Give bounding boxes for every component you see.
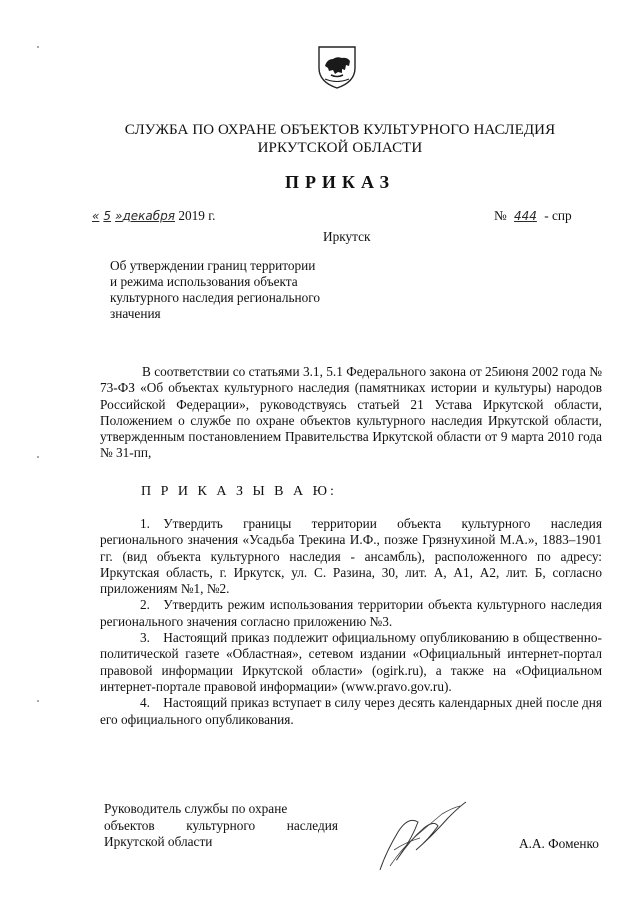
signatory-position-line: объектов культурного наследия xyxy=(104,817,338,833)
agency-title-line-1: СЛУЖБА ПО ОХРАНЕ ОБЪЕКТОВ КУЛЬТУРНОГО НАСЛЕДИЯ xyxy=(124,122,556,138)
document-subject xyxy=(110,258,360,322)
handwritten-signature xyxy=(372,792,472,876)
agency-title-line-2: ИРКУТСКОЙ ОБЛАСТИ xyxy=(257,140,423,156)
signatory-position xyxy=(104,801,338,851)
order-item: 1. Утвердить границы территории объекта культурного наследия регионального значения «Усадьба Трекина И.Ф., позже Грязнухиной М.А.», 1883–1901 гг. (вид объекта культурного наследия - ансамбль), расположенного по адресу: Иркутская область, г. Иркутск, ул. С. Разина, 30, лит. А, А1, А2, лит. Б, согласно приложениям №1, №2. xyxy=(100,516,602,597)
document-type-heading: ПРИКАЗ xyxy=(284,172,396,192)
subject-line: культурного наследия регионального xyxy=(110,290,321,305)
date-day: 5 xyxy=(103,209,112,223)
signatory-position-line: Иркутской области xyxy=(104,834,213,849)
coat-of-arms-emblem xyxy=(316,44,358,90)
subject-line: и режима использования объекта xyxy=(110,274,298,289)
date-close-quote: » xyxy=(115,209,123,223)
order-item: 4. Настоящий приказ вступает в силу через десять календарных дней после дня его официального опубликования. xyxy=(100,695,602,727)
date-open-quote: « xyxy=(92,209,100,223)
order-items xyxy=(100,516,602,728)
margin-speck xyxy=(37,46,39,48)
number-suffix: - спр xyxy=(544,208,572,223)
order-item: 3. Настоящий приказ подлежит официальному опубликованию в общественно-политической газете «Областная», сетевом издании «Официальный интернет-портал правовой информации Иркутской области» (ogirk.ru), а также на «Официальном интернет-портале правовой информации» (www.pravo.gov.ru). xyxy=(100,630,602,694)
document-number xyxy=(494,208,572,224)
subject-line: Об утверждении границ территории xyxy=(110,258,316,273)
signatory-name: А.А. Фоменко xyxy=(519,836,599,851)
order-item: 2. Утвердить режим использования территории объекта культурного наследия регионального значения согласно приложению №3. xyxy=(100,597,602,629)
number-value: 444 xyxy=(514,209,537,223)
date-year: 2019 г. xyxy=(178,208,216,223)
document-date xyxy=(92,208,216,224)
margin-speck xyxy=(37,456,39,458)
margin-speck xyxy=(37,700,39,702)
preamble-paragraph: В соответствии со статьями 3.1, 5.1 Федерального закона от 25июня 2002 года № 73-ФЗ «Об объектах культурного наследия (памятниках истории и культуры) народов Российской Федерации», руководствуясь статьей 21 Устава Иркутской области, Положением о службе по охране объектов культурного наследия Иркутской области, утвержденным постановлением Правительства Иркутской области от 9 марта 2010 года № 31-пп, xyxy=(100,364,602,461)
signatory-position-line: Руководитель службы по охране xyxy=(104,801,288,816)
subject-line: значения xyxy=(110,306,161,321)
document-city: Иркутск xyxy=(323,229,371,244)
agency-title xyxy=(60,121,620,157)
order-word: П Р И К А З Ы В А Ю: xyxy=(141,484,337,499)
number-prefix: № xyxy=(494,208,507,223)
date-month: декабря xyxy=(122,209,175,223)
